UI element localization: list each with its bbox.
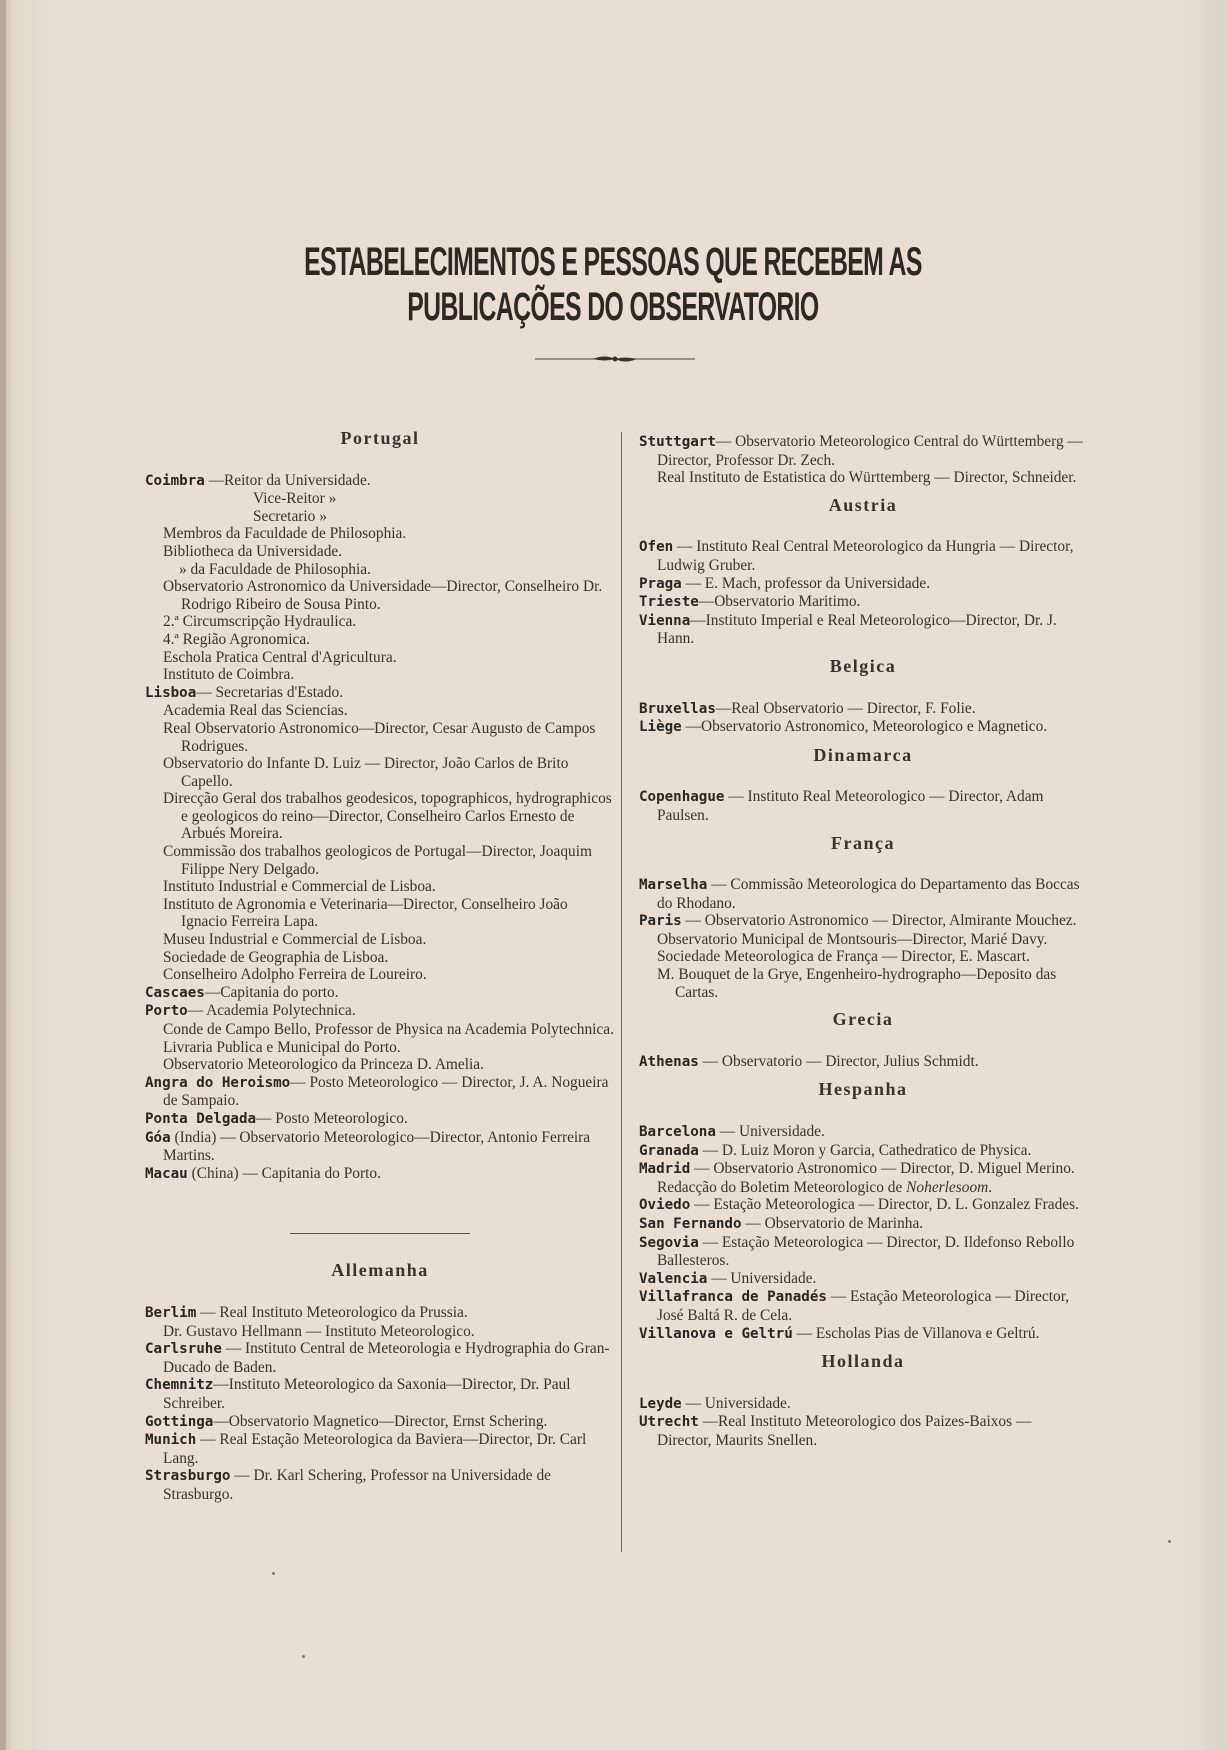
list-item [639,1215,1087,1234]
list-item: Membros da Faculdade de Philosophia. [163,525,407,543]
list-item: Secretario » [253,507,327,525]
list-item [639,593,1087,612]
entry-text: — Dr. Karl Schering, Professor na Universidade de Strasburgo. [163,1467,551,1503]
ink-speck [302,1655,305,1658]
entry-text: . [988,1178,993,1196]
heading-grecia: Grecia [832,1009,894,1030]
list-item: Eschola Pratica Central d'Agricultura. [163,648,397,666]
heading-allemanha: Allemanha [331,1260,429,1281]
place-name: Munich [145,1432,197,1449]
place-name: Granada [639,1142,699,1159]
list-item [145,1340,615,1376]
list-item [639,433,1087,469]
place-name: Stuttgart [639,434,716,450]
entry-text: — D. Luiz Moron y Garcia, Cathedratico de Physica. [698,1141,1032,1159]
list-item: Bibliotheca da Universidade. [163,542,343,560]
entry-text: — Estação Meteorologica — Director, D. Ildefonso Rebollo Ballesteros. [657,1233,1075,1270]
entry-text: — Universidade. [707,1269,817,1287]
list-item [639,612,1087,648]
entry-text: — Academia Polytechnica. [187,1002,356,1020]
list-item: Museu Industrial e Commercial de Lisboa. [163,931,427,949]
entry-text: —Real Instituto Meteorologico dos Paizes-Baixos — Director, Maurits Snellen. [657,1413,1032,1449]
heading-hespanha: Hespanha [818,1079,908,1100]
right-column [639,433,1087,1450]
list-item: Academia Real das Sciencias. [163,702,348,720]
place-name: Porto [145,1003,188,1020]
section-rule [290,1233,470,1234]
heading-hollanda: Hollanda [821,1351,905,1372]
list-item [639,912,1087,931]
entry-text: — Real Estação Meteorologica da Baviera—Director, Dr. Carl Lang. [163,1431,587,1467]
entry-text: — Observatorio Astronomico — Director, D. Miguel Merino. [690,1160,1075,1178]
entry-text: — Universidade. [715,1123,825,1141]
place-name: Copenhague [639,789,725,806]
entry-text: —Real Observatorio — Director, F. Folie. [715,699,976,717]
list-item [639,1270,1087,1289]
entry-italic: Noherlesoom [906,1178,989,1196]
list-item: Sociedade Meteorologica de França — Director, E. Mascart. [657,948,1030,966]
entry-text: — Posto Meteorologico. [256,1109,408,1127]
list-item: Instituto Industrial e Commercial de Lisboa. [163,878,436,896]
list-item [639,538,1087,574]
place-name: Berlim [145,1304,197,1321]
list-item [145,1074,615,1110]
place-name: Segovia [639,1234,699,1251]
list-item: Real Observatorio Astronomico—Director, Cesar Augusto de Campos Rodrigues. [163,719,596,755]
list-item: Observatorio Meteorologico da Princeza D. Amelia. [163,1056,484,1074]
entry-text: — Instituto Real Meteorologico — Director, Adam Paulsen. [657,788,1044,824]
place-name: Villafranca de Panadés [639,1289,827,1306]
list-item [639,1179,1087,1197]
entry-text: (China) — Capitania do Porto. [187,1164,381,1182]
ink-speck [1168,1540,1171,1543]
list-item: Instituto de Agronomia e Veterinaria—Director, Conselheiro João Ignacio Ferreira Lapa. [163,895,568,931]
place-name: Gottinga [145,1413,214,1430]
left-column [145,430,615,1503]
entry-text: — Estação Meteorologica — Director, José Baltá R. de Cela. [657,1288,1070,1324]
entry-text: — Observatorio de Marinha. [741,1215,924,1232]
list-item: 2.ª Circumscripção Hydraulica. [163,613,357,631]
place-name: Strasburgo [145,1468,231,1485]
entry-text: —Observatorio Magnetico—Director, Ernst Schering. [213,1412,548,1430]
list-item [145,1413,615,1432]
list-item: Real Instituto de Estatistica do Württemberg — Director, Schneider. [657,469,1077,487]
entry-text: — Universidade. [681,1394,791,1412]
place-name: Valencia [639,1270,708,1287]
entry-text: —Observatorio Astronomico, Meteorologico e Magnetico. [681,718,1048,736]
place-name: Cascaes [145,984,205,1001]
list-item [639,1142,1087,1161]
list-item: Vice-Reitor » [253,490,337,508]
entry-text: —Capitania do porto. [204,983,339,1001]
entry-text: —Instituto Imperial e Real Meteorologico—Director, Dr. J. Hann. [657,611,1057,648]
heading-franca: França [831,832,895,853]
page-title: ESTABELECIMENTOS E PESSOAS QUE RECEBEM AS PUBLICAÇÕES DO OBSERVATORIO [304,240,922,329]
place-name: Oviedo [639,1197,691,1214]
list-item [145,1002,615,1021]
list-item: Observatorio Municipal de Montsouris—Director, Marié Davy. [657,930,1048,948]
list-item [639,1395,1087,1414]
place-name: Góa [145,1129,171,1146]
entry-text: (India) — Observatorio Meteorologico—Director, Antonio Ferreira Martins. [163,1128,591,1165]
list-item [145,1110,615,1129]
page-spine [0,0,6,1750]
list-item: Conde de Campo Bello, Professor de Physica na Academia Polytechnica. [163,1021,614,1038]
list-item [639,1053,1087,1072]
list-item [639,718,1087,737]
place-name: Madrid [639,1161,691,1178]
place-name: Praga [639,575,682,592]
list-item: 4.ª Região Agronomica. [163,630,311,648]
list-item [145,1304,615,1323]
list-item: Observatorio do Infante D. Luiz — Director, João Carlos de Brito Capello. [163,755,569,790]
list-item: Conselheiro Adolpho Ferreira de Loureiro. [163,966,427,984]
entry-text: — Instituto Real Central Meteorologico da Hungria — Director, Ludwig Gruber. [657,538,1074,574]
list-item [639,1234,1087,1270]
entry-text: Redacção do Boletim Meteorologico de [657,1178,907,1196]
ornament-divider [535,352,695,366]
list-item [145,1376,615,1412]
place-name: Coimbra [145,472,205,489]
list-item: Dr. Gustavo Hellmann — Instituto Meteorologico. [163,1322,475,1340]
place-name: Leyde [639,1395,682,1412]
entry-text: — Observatorio — Director, Julius Schmidt. [698,1052,979,1070]
place-name: Villanova e Geltrú [639,1325,793,1342]
place-name: Athenas [639,1053,699,1070]
place-name: Vienna [639,612,691,629]
list-item [639,1123,1087,1142]
place-name: Angra do Heroismo [145,1074,291,1091]
list-item [145,984,615,1003]
list-item: Direcção Geral dos trabalhos geodesicos, topographicos, hydrographicos e geologicos do reino—Director, Conselheiro Carlos Ernesto de Arbués Moreira. [163,790,612,843]
entry-text: — E. Mach, professor da Universidade. [681,574,931,592]
place-name: Macau [145,1165,188,1182]
entry-text: — Instituto Central de Meteorologia e Hydrographia do Gran-Ducado de Baden. [163,1340,610,1376]
ink-speck [272,1572,275,1575]
list-item: Sociedade de Geographia de Lisboa. [163,948,389,966]
list-item: Observatorio Astronomico da Universidade—Director, Conselheiro Dr. Rodrigo Ribeiro de Sousa Pinto. [163,578,603,613]
entry-text: — Observatorio Astronomico — Director, Almirante Mouchez. [681,912,1077,930]
place-name: Utrecht [639,1414,699,1431]
place-name: Trieste [639,594,699,611]
place-name: Marselha [639,877,708,894]
place-name: Paris [639,913,682,930]
place-name: Bruxellas [639,700,716,717]
list-item: Livraria Publica e Municipal do Porto. [163,1038,401,1056]
list-item [639,876,1087,912]
list-item [639,1413,1087,1449]
entry-text: —Instituto Meteorologico da Saxonia—Director, Dr. Paul Schreiber. [163,1376,571,1412]
list-item [639,1325,1087,1344]
entry-text: — Posto Meteorologico — Director, J. A. Nogueira de Sampaio. [163,1073,609,1110]
place-name: Ponta Delgada [145,1110,257,1127]
list-item [639,1288,1087,1324]
place-name: Barcelona [639,1124,716,1141]
list-item [639,1160,1087,1179]
list-item [145,1467,615,1503]
place-name: Ofen [639,539,674,556]
list-item: » da Faculdade de Philosophia. [179,560,371,578]
heading-austria: Austria [828,494,898,515]
entry-text: — Commissão Meteorologica do Departamento das Boccas do Rhodano. [657,876,1080,912]
list-item [145,684,615,703]
list-item [639,575,1087,594]
list-item [145,1165,615,1184]
place-name: Chemnitz [145,1377,214,1394]
list-item [639,788,1087,824]
entry-text: — Escholas Pias de Villanova e Geltrú. [792,1324,1040,1342]
place-name: Carlsruhe [145,1341,222,1358]
list-item: Instituto de Coimbra. [163,666,295,684]
list-item [145,1431,615,1467]
list-item: M. Bouquet de la Grye, Engenheiro-hydrographo—Deposito das Cartas. [657,966,1057,1001]
place-name: Liège [639,719,682,736]
heading-dinamarca: Dinamarca [813,744,913,765]
entry-text: — Observatorio Meteorologico Central do Württemberg — Director, Professor Dr. Zech. [657,433,1083,469]
list-item [639,700,1087,719]
list-item [145,472,615,491]
column-divider [621,432,622,1552]
entry-text: —Reitor da Universidade. [204,471,371,489]
place-name: Lisboa [145,684,197,701]
entry-text: — Real Instituto Meteorologico da Prussia. [200,1303,468,1321]
list-item [145,1129,615,1165]
list-item [639,1196,1087,1215]
entry-text: — Secretarias d'Estado. [196,683,344,701]
place-name: San Fernando [639,1216,742,1232]
heading-portugal: Portugal [340,428,420,448]
heading-belgica: Belgica [829,655,897,676]
entry-text: — Estação Meteorologica — Director, D. L. Gonzalez Frades. [690,1196,1079,1214]
list-item: Commissão dos trabalhos geologicos de Portugal—Director, Joaquim Filippe Nery Delgado. [163,843,592,878]
entry-text: —Observatorio Maritimo. [698,593,861,611]
